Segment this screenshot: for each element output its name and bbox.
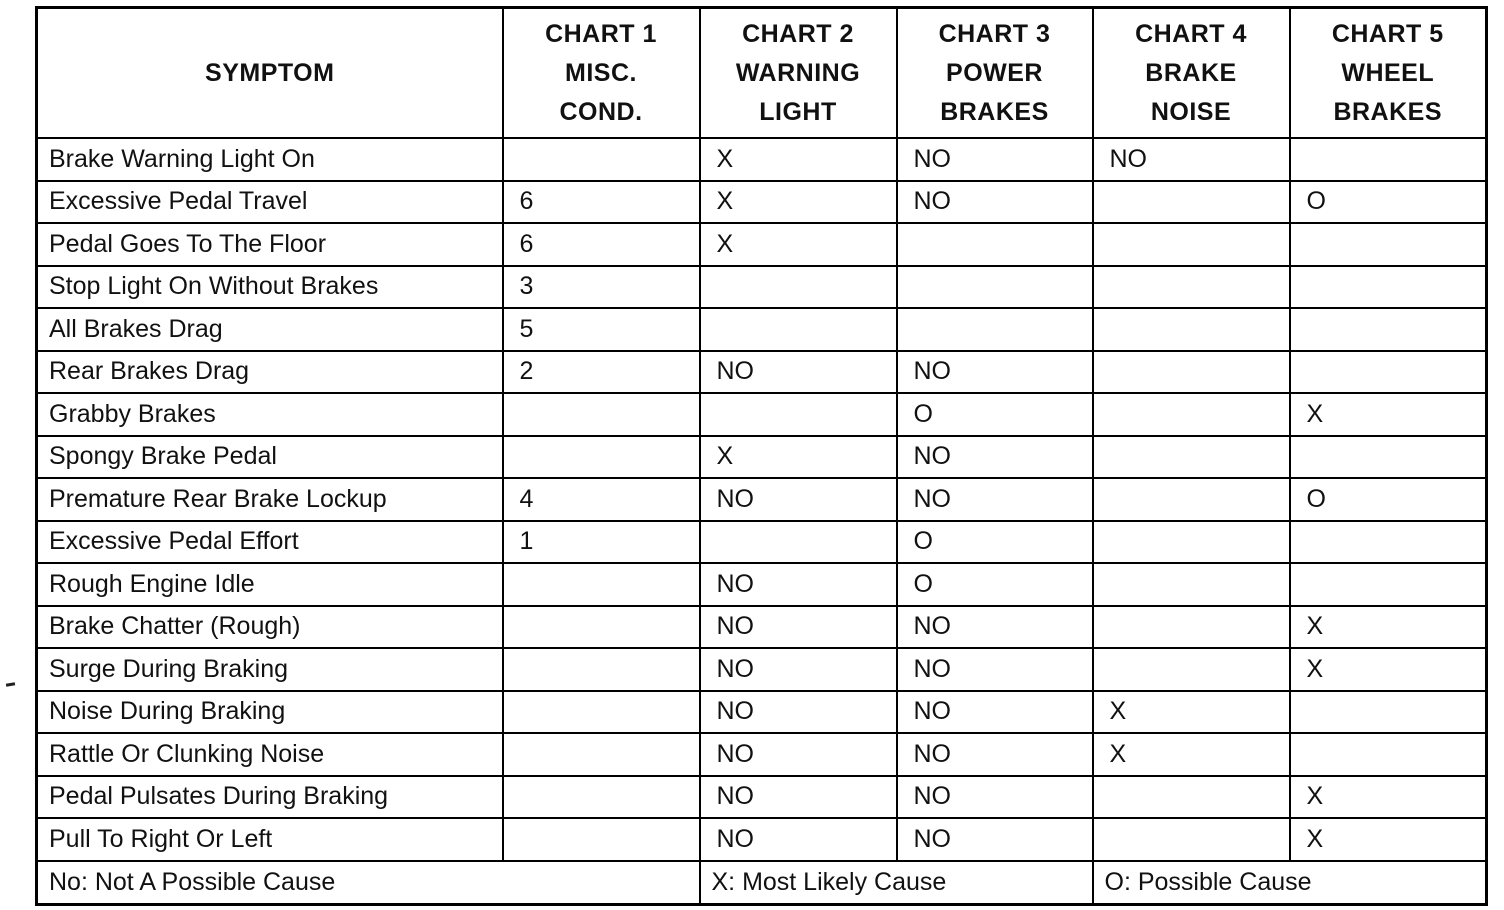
- chart-1-cell: [503, 733, 700, 776]
- symptom-cell: Stop Light On Without Brakes: [37, 266, 503, 309]
- chart-5-cell: [1290, 223, 1487, 266]
- chart-3-cell: NO: [897, 776, 1093, 819]
- header-chart-4: CHART 4 BRAKE NOISE: [1093, 8, 1290, 139]
- chart-4-cell: [1093, 606, 1290, 649]
- chart-5-cell: X: [1290, 776, 1487, 819]
- chart-1-cell: 6: [503, 181, 700, 224]
- chart-2-cell: X: [700, 223, 897, 266]
- chart-4-cell: [1093, 181, 1290, 224]
- chart-5-cell: [1290, 563, 1487, 606]
- symptom-cell: Noise During Braking: [37, 691, 503, 734]
- chart-5-cell: O: [1290, 181, 1487, 224]
- symptom-cell: Pedal Goes To The Floor: [37, 223, 503, 266]
- chart-4-cell: X: [1093, 691, 1290, 734]
- chart-4-cell: [1093, 776, 1290, 819]
- chart-3-cell: NO: [897, 818, 1093, 861]
- chart-1-cell: 2: [503, 351, 700, 394]
- chart-5-cell: O: [1290, 478, 1487, 521]
- chart-5-cell: X: [1290, 393, 1487, 436]
- legend-x: X: Most Likely Cause: [700, 861, 1093, 905]
- chart-1-cell: [503, 648, 700, 691]
- symptom-cell: Rough Engine Idle: [37, 563, 503, 606]
- header-chart-2: CHART 2 WARNING LIGHT: [700, 8, 897, 139]
- header-symptom: SYMPTOM: [37, 8, 503, 139]
- chart-2-cell: [700, 266, 897, 309]
- chart-4-cell: [1093, 351, 1290, 394]
- chart-4-cell: [1093, 818, 1290, 861]
- symptom-cell: Grabby Brakes: [37, 393, 503, 436]
- chart-3-cell: [897, 308, 1093, 351]
- symptom-cell: Excessive Pedal Travel: [37, 181, 503, 224]
- chart-2-cell: X: [700, 181, 897, 224]
- chart-5-cell: [1290, 351, 1487, 394]
- chart-3-cell: NO: [897, 606, 1093, 649]
- table-row: [37, 563, 1487, 606]
- chart-5-cell: [1290, 521, 1487, 564]
- chart-2-cell: [700, 521, 897, 564]
- symptom-cell: Pull To Right Or Left: [37, 818, 503, 861]
- chart-3-cell: NO: [897, 181, 1093, 224]
- chart-4-cell: NO: [1093, 138, 1290, 181]
- chart-3-cell: O: [897, 563, 1093, 606]
- table-row: [37, 436, 1487, 479]
- chart-5-cell: X: [1290, 818, 1487, 861]
- chart-2-cell: NO: [700, 733, 897, 776]
- chart-2-cell: NO: [700, 776, 897, 819]
- chart-3-cell: NO: [897, 138, 1093, 181]
- legend-o: O: Possible Cause: [1093, 861, 1487, 905]
- chart-2-cell: X: [700, 138, 897, 181]
- chart-2-cell: NO: [700, 563, 897, 606]
- chart-4-cell: X: [1093, 733, 1290, 776]
- chart-3-cell: NO: [897, 351, 1093, 394]
- chart-2-cell: NO: [700, 818, 897, 861]
- brake-diagnosis-table: [35, 6, 1488, 906]
- chart-4-cell: [1093, 308, 1290, 351]
- legend-row: [37, 861, 1487, 905]
- table-row: [37, 648, 1487, 691]
- table-row: [37, 393, 1487, 436]
- table-row: [37, 308, 1487, 351]
- symptom-cell: Rear Brakes Drag: [37, 351, 503, 394]
- chart-3-cell: NO: [897, 436, 1093, 479]
- chart-4-cell: [1093, 478, 1290, 521]
- chart-1-cell: [503, 606, 700, 649]
- header-chart-3: CHART 3 POWER BRAKES: [897, 8, 1093, 139]
- table-row: [37, 818, 1487, 861]
- chart-4-cell: [1093, 266, 1290, 309]
- chart-3-cell: [897, 266, 1093, 309]
- table-row: [37, 606, 1487, 649]
- symptom-cell: All Brakes Drag: [37, 308, 503, 351]
- legend-no: No: Not A Possible Cause: [37, 861, 700, 905]
- chart-2-cell: NO: [700, 691, 897, 734]
- chart-1-cell: [503, 691, 700, 734]
- symptom-cell: Spongy Brake Pedal: [37, 436, 503, 479]
- symptom-cell: Brake Chatter (Rough): [37, 606, 503, 649]
- symptom-cell: Excessive Pedal Effort: [37, 521, 503, 564]
- chart-5-cell: [1290, 436, 1487, 479]
- table-row: [37, 521, 1487, 564]
- stray-scan-mark: [6, 682, 15, 687]
- chart-3-cell: NO: [897, 691, 1093, 734]
- chart-3-cell: NO: [897, 648, 1093, 691]
- symptom-cell: Rattle Or Clunking Noise: [37, 733, 503, 776]
- chart-1-cell: 6: [503, 223, 700, 266]
- symptom-cell: Pedal Pulsates During Braking: [37, 776, 503, 819]
- chart-2-cell: NO: [700, 606, 897, 649]
- chart-1-cell: 1: [503, 521, 700, 564]
- chart-5-cell: X: [1290, 648, 1487, 691]
- table-row: [37, 733, 1487, 776]
- chart-3-cell: NO: [897, 478, 1093, 521]
- chart-5-cell: [1290, 308, 1487, 351]
- table-row: [37, 478, 1487, 521]
- chart-4-cell: [1093, 521, 1290, 564]
- chart-2-cell: [700, 308, 897, 351]
- chart-5-cell: [1290, 266, 1487, 309]
- chart-3-cell: O: [897, 393, 1093, 436]
- table-row: [37, 776, 1487, 819]
- chart-5-cell: [1290, 691, 1487, 734]
- chart-3-cell: [897, 223, 1093, 266]
- chart-1-cell: [503, 563, 700, 606]
- chart-4-cell: [1093, 393, 1290, 436]
- chart-1-cell: 5: [503, 308, 700, 351]
- chart-1-cell: [503, 393, 700, 436]
- chart-4-cell: [1093, 563, 1290, 606]
- chart-2-cell: NO: [700, 648, 897, 691]
- chart-1-cell: 3: [503, 266, 700, 309]
- chart-4-cell: [1093, 436, 1290, 479]
- chart-1-cell: 4: [503, 478, 700, 521]
- header-chart-5: CHART 5 WHEEL BRAKES: [1290, 8, 1487, 139]
- chart-3-cell: O: [897, 521, 1093, 564]
- chart-1-cell: [503, 436, 700, 479]
- symptom-cell: Premature Rear Brake Lockup: [37, 478, 503, 521]
- table-row: [37, 351, 1487, 394]
- chart-2-cell: NO: [700, 478, 897, 521]
- chart-4-cell: [1093, 223, 1290, 266]
- table-row: [37, 223, 1487, 266]
- chart-1-cell: [503, 138, 700, 181]
- table-row: [37, 181, 1487, 224]
- chart-5-cell: [1290, 138, 1487, 181]
- chart-1-cell: [503, 776, 700, 819]
- chart-5-cell: X: [1290, 606, 1487, 649]
- symptom-cell: Surge During Braking: [37, 648, 503, 691]
- table-row: [37, 138, 1487, 181]
- chart-1-cell: [503, 818, 700, 861]
- header-row: [37, 8, 1487, 139]
- table-row: [37, 691, 1487, 734]
- header-chart-1: CHART 1 MISC. COND.: [503, 8, 700, 139]
- symptom-cell: Brake Warning Light On: [37, 138, 503, 181]
- chart-5-cell: [1290, 733, 1487, 776]
- chart-2-cell: NO: [700, 351, 897, 394]
- table-row: [37, 266, 1487, 309]
- chart-3-cell: NO: [897, 733, 1093, 776]
- chart-2-cell: X: [700, 436, 897, 479]
- chart-4-cell: [1093, 648, 1290, 691]
- chart-2-cell: [700, 393, 897, 436]
